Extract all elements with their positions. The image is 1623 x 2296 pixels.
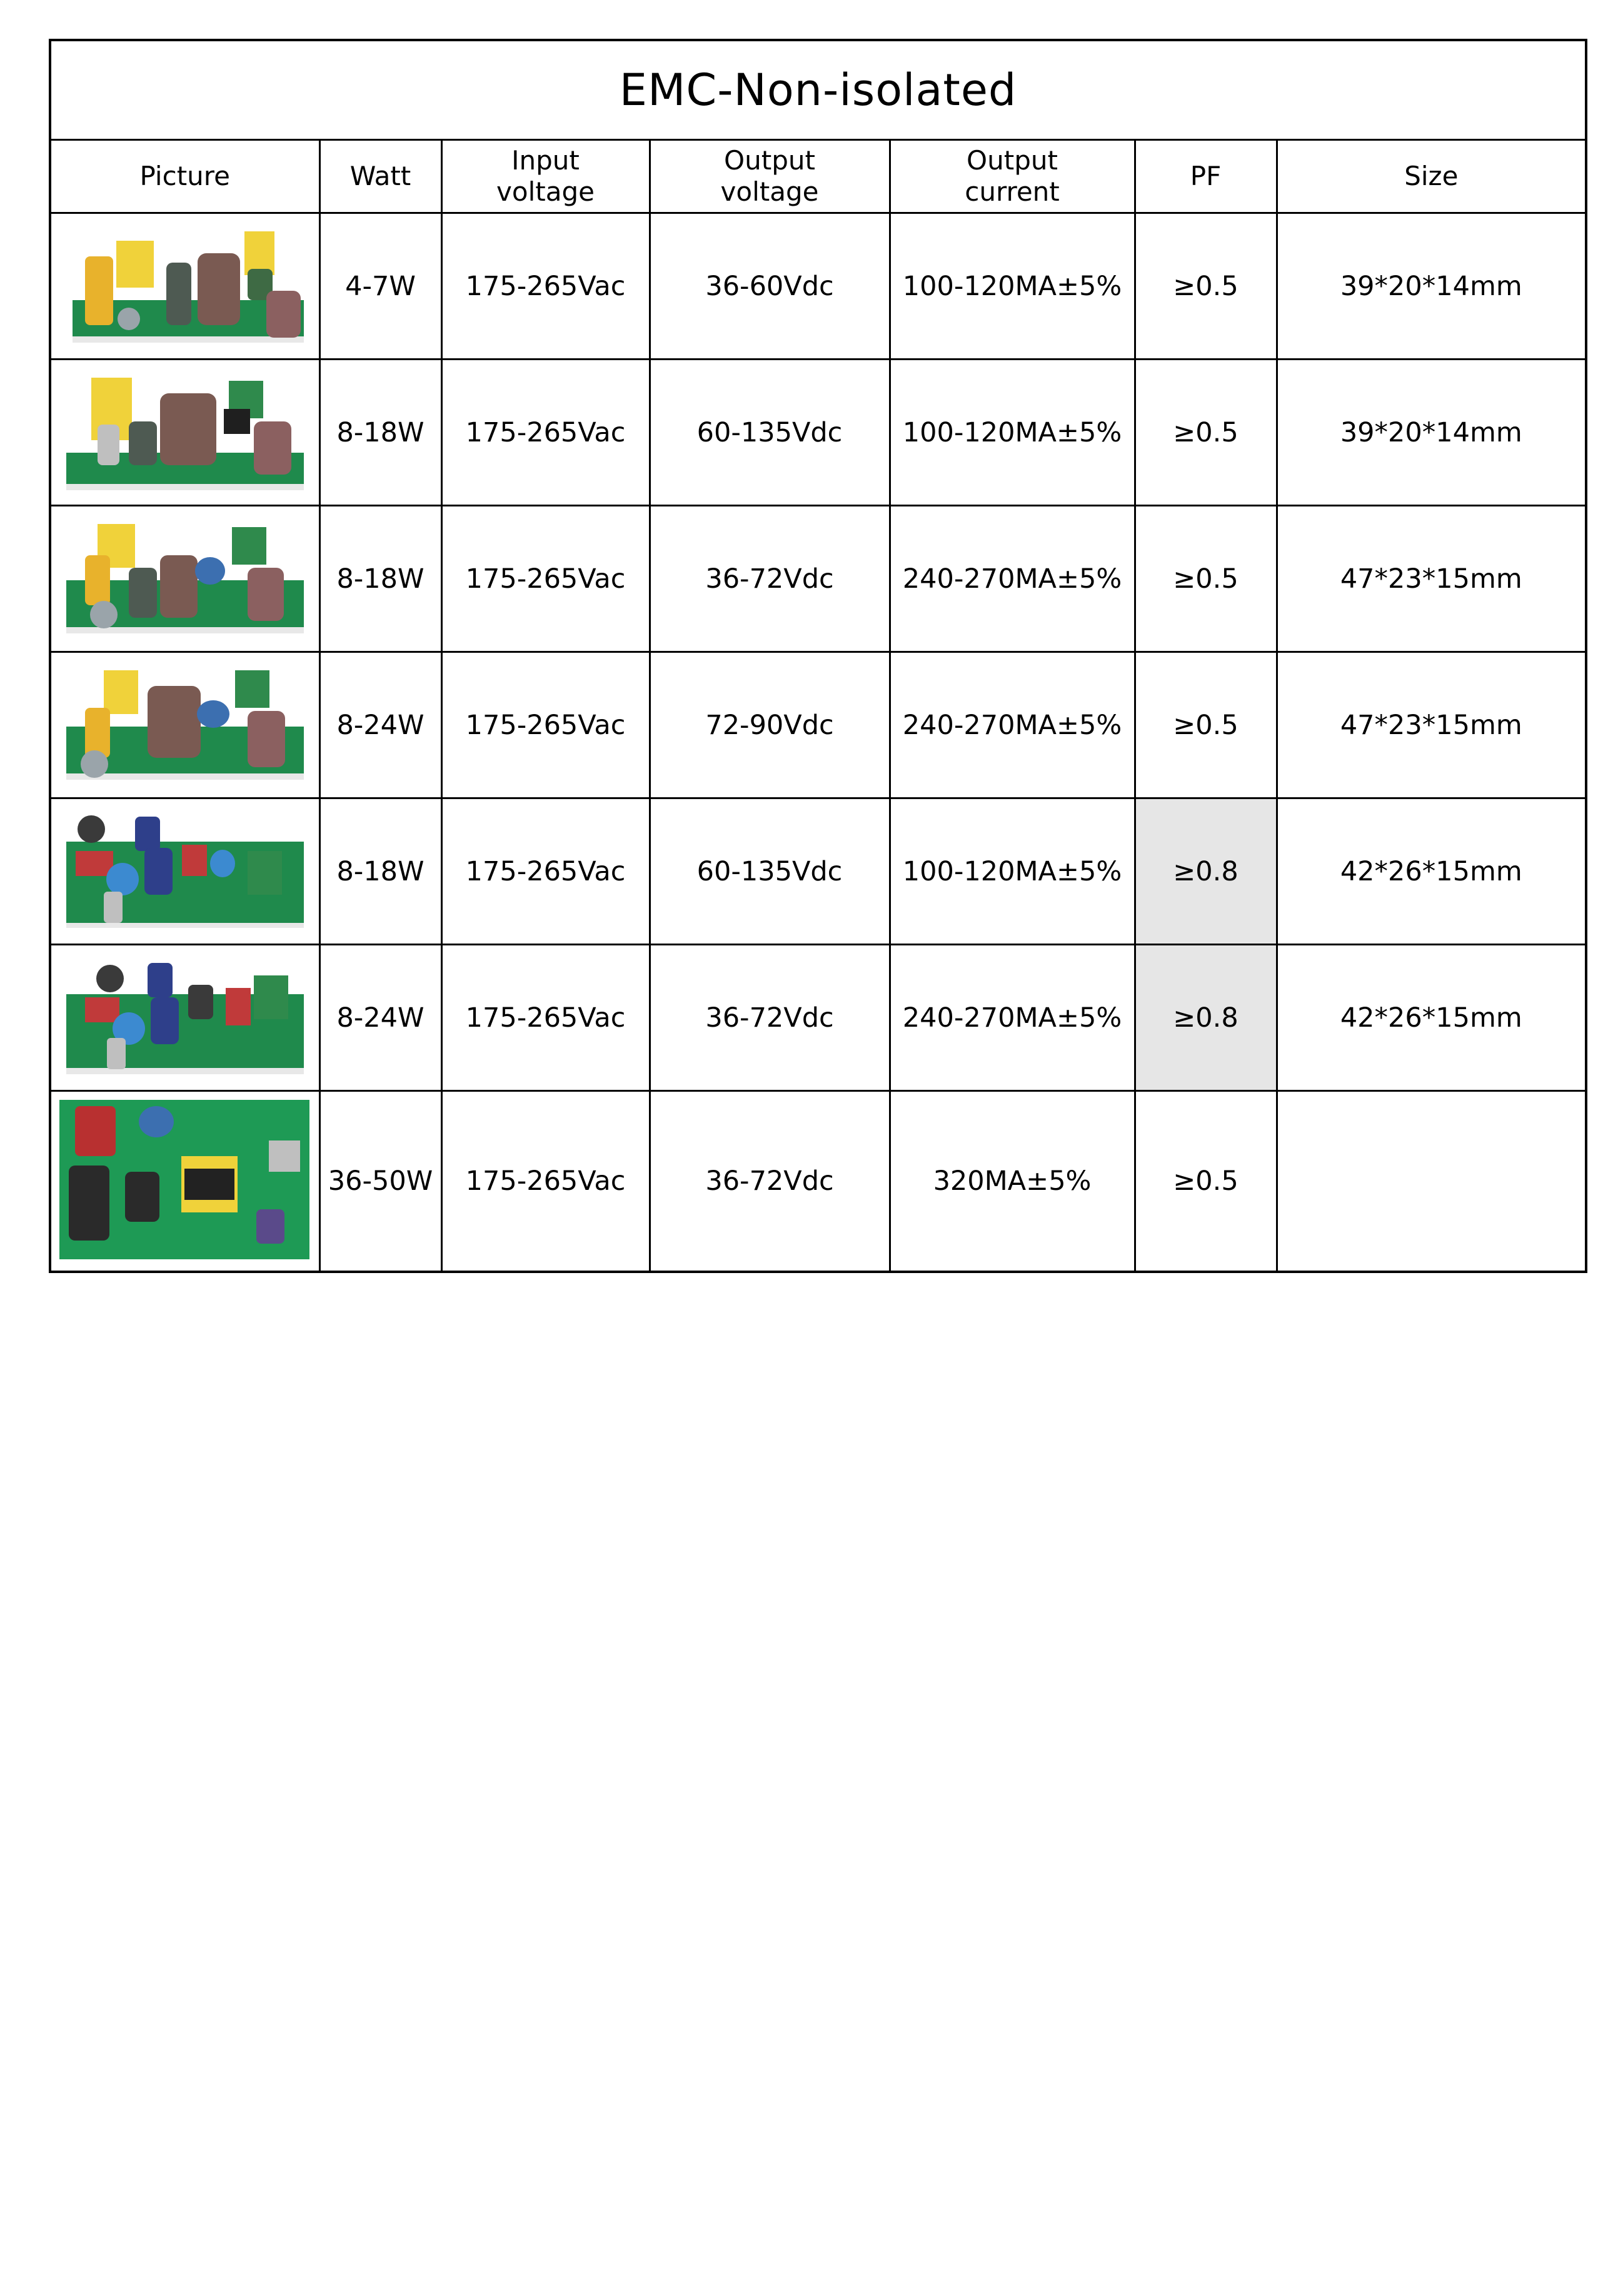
table-row	[50, 798, 1586, 945]
header-row	[50, 140, 1586, 213]
pcb-board-photo-icon	[60, 950, 310, 1085]
output-voltage-cell: 36-60Vdc	[650, 213, 890, 360]
table-row	[50, 652, 1586, 798]
pcb-board-photo-icon	[56, 1097, 314, 1266]
output-current-cell: 240-270MA±5%	[890, 652, 1135, 798]
input-voltage-cell: 175-265Vac	[441, 1091, 650, 1272]
spec-table	[49, 39, 1587, 1273]
table-row	[50, 360, 1586, 506]
header-output-voltage: Output voltage	[650, 140, 890, 213]
pcb-board-photo-icon	[60, 804, 310, 939]
table-row	[50, 1091, 1586, 1272]
output-voltage-cell: 60-135Vdc	[650, 798, 890, 945]
picture-cell	[50, 945, 319, 1091]
watt-cell: 36-50W	[319, 1091, 441, 1272]
pf-cell: ≥0.5	[1135, 652, 1277, 798]
header-watt: Watt	[319, 140, 441, 213]
header-size: Size	[1277, 140, 1586, 213]
table-title: EMC-Non-isolated	[50, 40, 1586, 140]
pcb-board-photo-icon	[60, 658, 310, 792]
size-cell: 47*23*15mm	[1277, 506, 1586, 652]
pf-cell: ≥0.5	[1135, 506, 1277, 652]
size-cell	[1277, 1091, 1586, 1272]
watt-cell: 8-18W	[319, 506, 441, 652]
output-current-cell: 100-120MA±5%	[890, 360, 1135, 506]
pf-cell: ≥0.5	[1135, 1091, 1277, 1272]
table-row	[50, 506, 1586, 652]
pcb-board-photo-icon	[60, 511, 310, 646]
output-current-cell: 100-120MA±5%	[890, 213, 1135, 360]
input-voltage-cell: 175-265Vac	[441, 652, 650, 798]
picture-cell	[50, 1091, 319, 1272]
input-voltage-cell: 175-265Vac	[441, 506, 650, 652]
output-current-cell: 100-120MA±5%	[890, 798, 1135, 945]
picture-cell	[50, 652, 319, 798]
header-output-current: Output current	[890, 140, 1135, 213]
picture-cell	[50, 360, 319, 506]
size-cell: 39*20*14mm	[1277, 213, 1586, 360]
output-current-cell: 320MA±5%	[890, 1091, 1135, 1272]
output-voltage-cell: 36-72Vdc	[650, 506, 890, 652]
pf-cell: ≥0.5	[1135, 213, 1277, 360]
watt-cell: 8-24W	[319, 945, 441, 1091]
watt-cell: 4-7W	[319, 213, 441, 360]
size-cell: 42*26*15mm	[1277, 798, 1586, 945]
table-row	[50, 945, 1586, 1091]
watt-cell: 8-18W	[319, 798, 441, 945]
input-voltage-cell: 175-265Vac	[441, 360, 650, 506]
picture-cell	[50, 213, 319, 360]
table-row	[50, 213, 1586, 360]
watt-cell: 8-24W	[319, 652, 441, 798]
output-voltage-cell: 60-135Vdc	[650, 360, 890, 506]
picture-cell	[50, 798, 319, 945]
pcb-board-photo-icon	[60, 219, 310, 353]
output-voltage-cell: 36-72Vdc	[650, 945, 890, 1091]
header-picture: Picture	[50, 140, 319, 213]
output-voltage-cell: 36-72Vdc	[650, 1091, 890, 1272]
pf-cell: ≥0.5	[1135, 360, 1277, 506]
input-voltage-cell: 175-265Vac	[441, 945, 650, 1091]
size-cell: 39*20*14mm	[1277, 360, 1586, 506]
header-pf: PF	[1135, 140, 1277, 213]
size-cell: 47*23*15mm	[1277, 652, 1586, 798]
picture-cell	[50, 506, 319, 652]
output-voltage-cell: 72-90Vdc	[650, 652, 890, 798]
pcb-board-photo-icon	[60, 365, 310, 500]
pf-cell: ≥0.8	[1135, 798, 1277, 945]
header-input-voltage: Input voltage	[441, 140, 650, 213]
output-current-cell: 240-270MA±5%	[890, 945, 1135, 1091]
input-voltage-cell: 175-265Vac	[441, 213, 650, 360]
input-voltage-cell: 175-265Vac	[441, 798, 650, 945]
watt-cell: 8-18W	[319, 360, 441, 506]
output-current-cell: 240-270MA±5%	[890, 506, 1135, 652]
size-cell: 42*26*15mm	[1277, 945, 1586, 1091]
pf-cell: ≥0.8	[1135, 945, 1277, 1091]
